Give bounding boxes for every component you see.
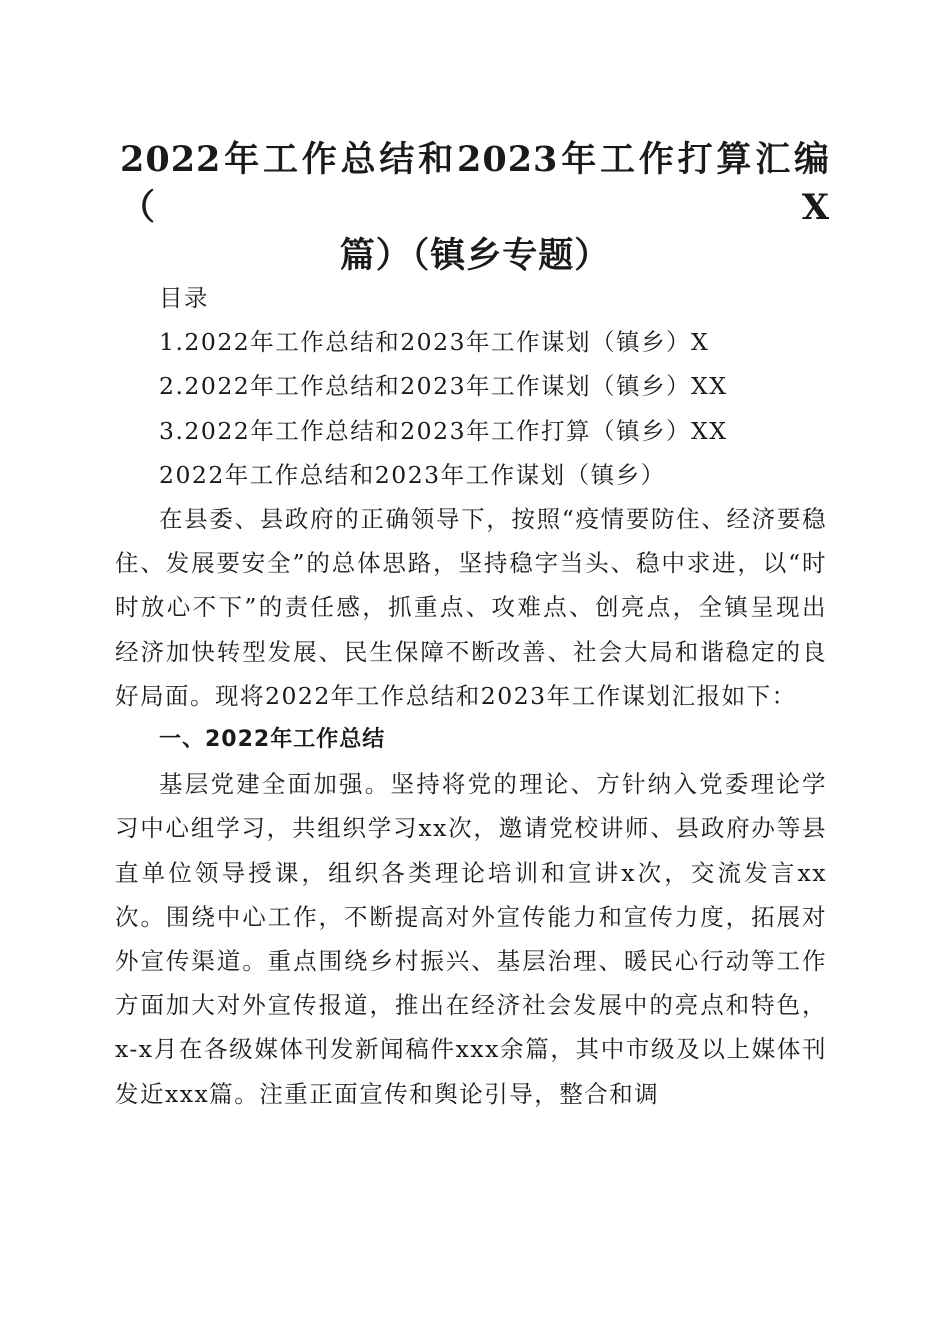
- document-body: [115, 276, 827, 1116]
- section-heading: 一、2022年工作总结: [159, 727, 386, 753]
- body-paragraph: 基层党建全面加强。坚持将党的理论、方针纳入党委理论学习中心组学习，共组织学习xx次，邀请党校讲师、县政府办等县直单位领导授课，组织各类理论培训和宣讲x次，交流发言xx次。围绕中心工作，不断提高对外宣传能力和宣传力度，拓展对外宣传渠道。重点围绕乡村振兴、基层治理、暖民心行动等工作方面加大对外宣传报道，推出在经济社会发展中的亮点和特色，x-x月在各级媒体刊发新闻稿件xxx余篇，其中市级及以上媒体刊发近xxx篇。注重正面宣传和舆论引导，整合和调: [115, 770, 827, 1108]
- intro-paragraph: 在县委、县政府的正确领导下，按照“疫情要防住、经济要稳住、发展要安全”的总体思路，坚持稳字当头、稳中求进，以“时时放心不下”的责任感，抓重点、攻难点、创亮点，全镇呈现出经济加快转型发展、民生保障不断改善、社会大局和谐稳定的良好局面。现将2022年工作总结和2023年工作谋划汇报如下：: [115, 505, 827, 710]
- toc-label: 目录: [159, 284, 209, 312]
- document-title: [120, 136, 830, 280]
- toc-item-1: 1.2022年工作总结和2023年工作谋划（镇乡）X: [159, 328, 710, 357]
- article-title: 2022年工作总结和2023年工作谋划（镇乡）: [159, 460, 666, 489]
- toc-item-2: 2.2022年工作总结和2023年工作谋划（镇乡）XX: [159, 372, 728, 401]
- toc-item-3: 3.2022年工作总结和2023年工作打算（镇乡）XX: [159, 416, 728, 445]
- document-title-line-1: 2022年工作总结和2023年工作打算汇编（X: [120, 139, 830, 228]
- document-title-line-2: 篇）（镇乡专题）: [339, 235, 611, 276]
